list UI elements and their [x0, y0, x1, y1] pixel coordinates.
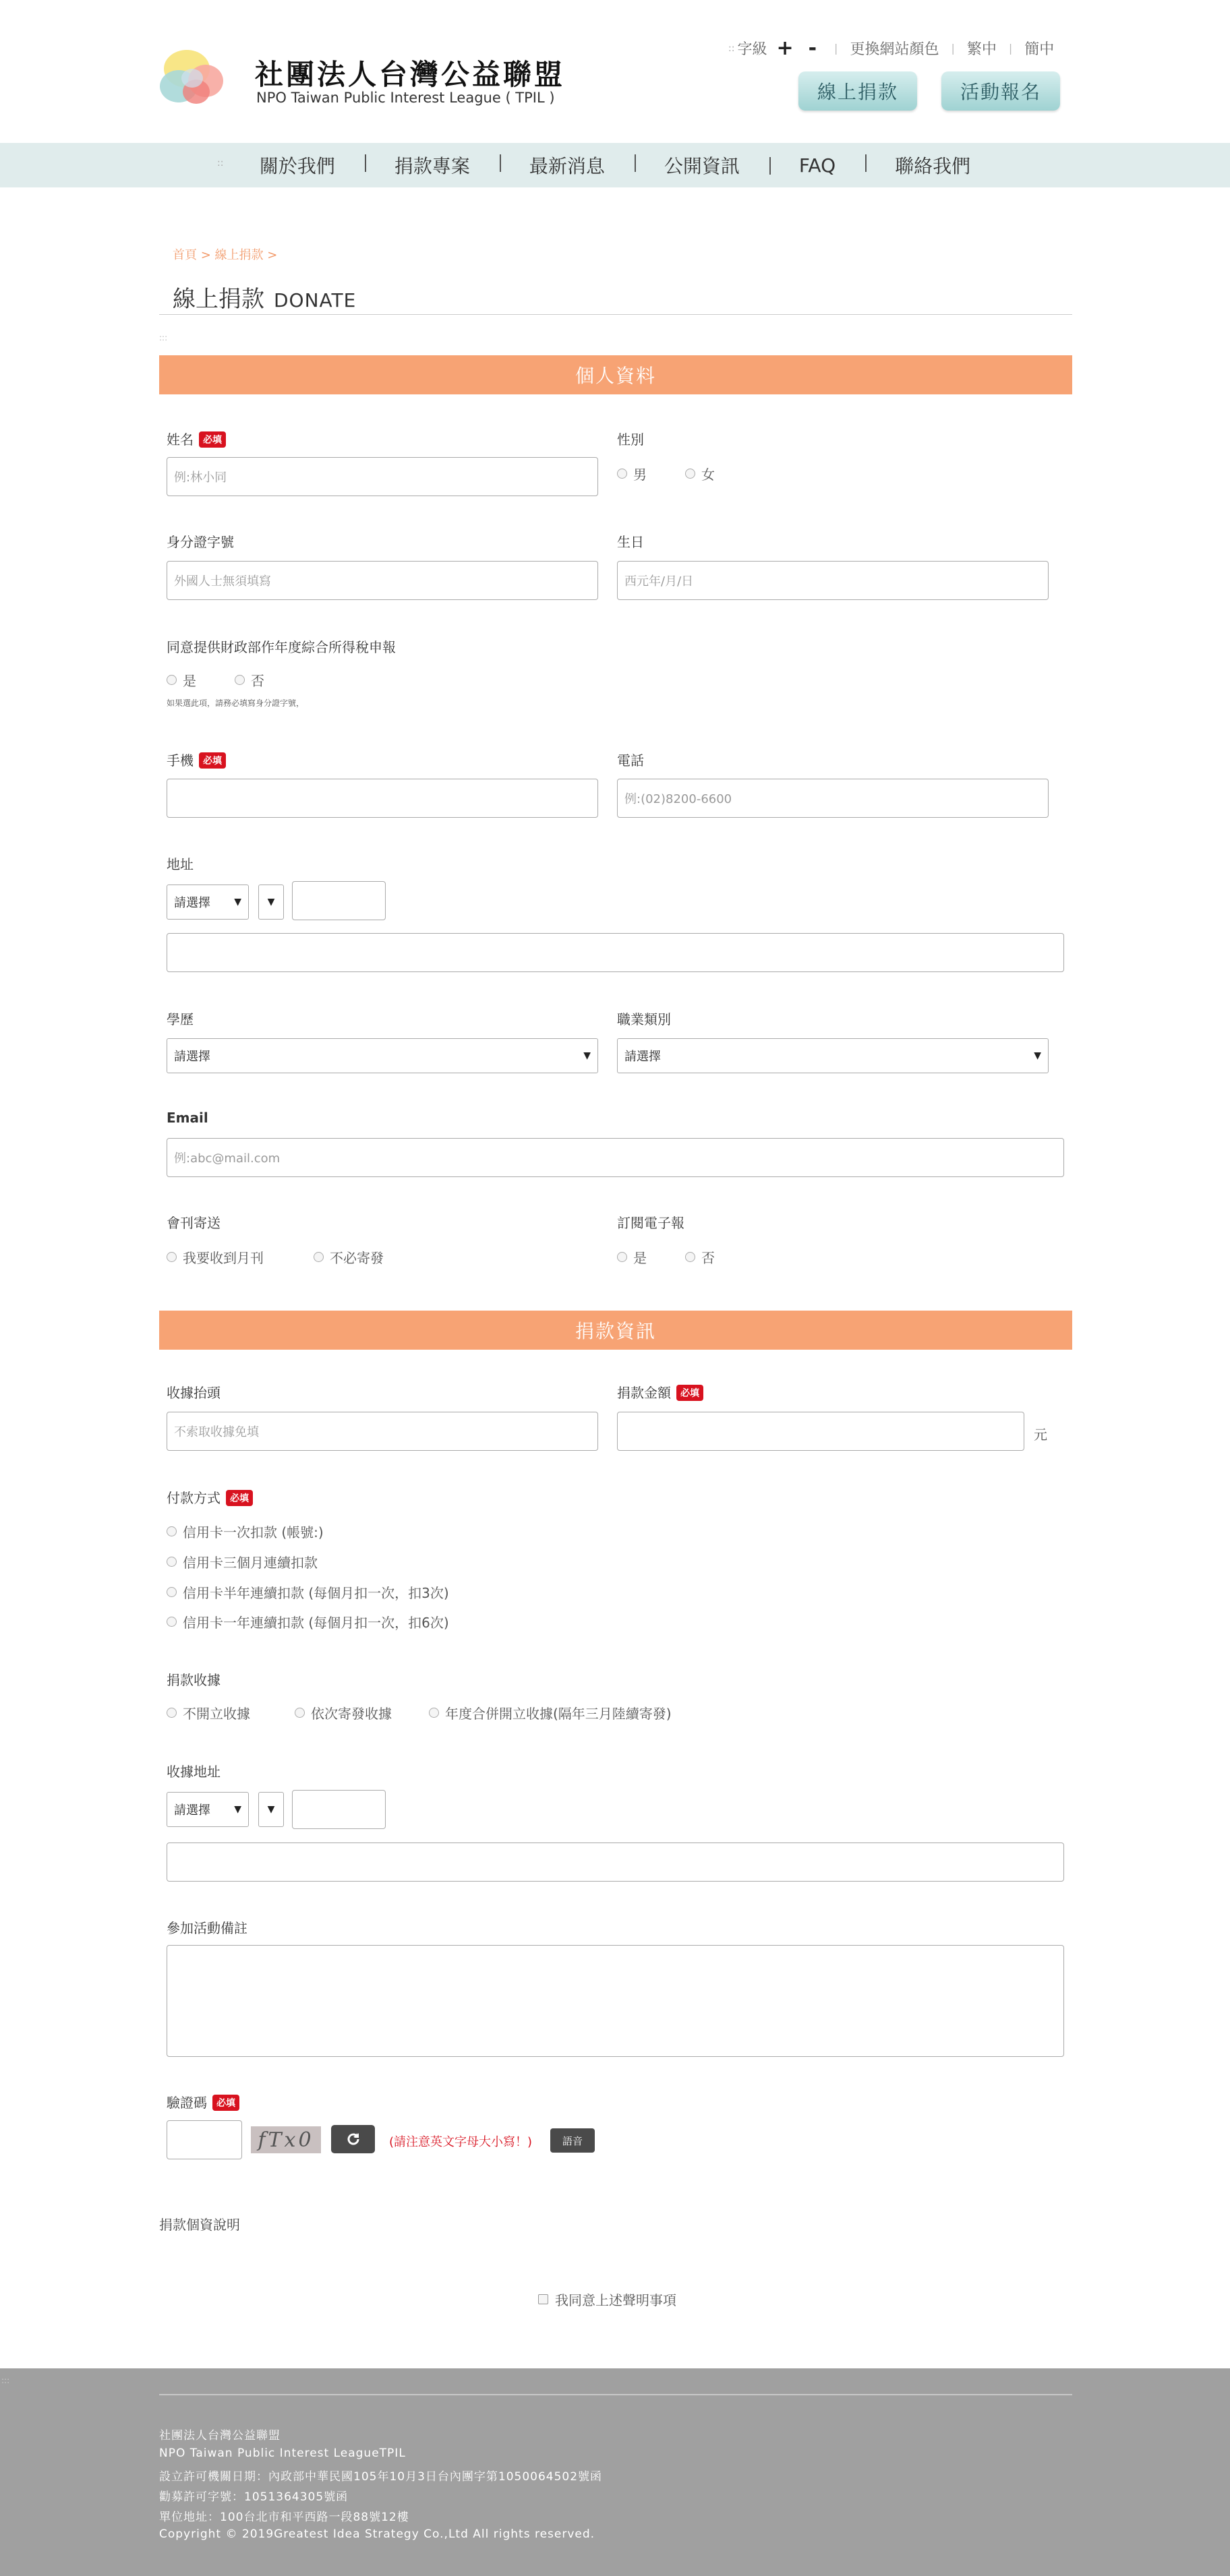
address-input[interactable]: [167, 933, 1064, 972]
font-increase-button[interactable]: +: [776, 36, 794, 60]
footer-copyright: Copyright © 2019Greatest Idea Strategy Co.,Ltd All rights reserved.: [159, 2527, 595, 2541]
lang-simp-link[interactable]: 簡中: [1024, 41, 1055, 58]
newsletter-no-radio[interactable]: [685, 1247, 715, 1267]
receipt-district-select[interactable]: [258, 1792, 284, 1827]
tax-no-radio[interactable]: [235, 670, 264, 690]
radio-icon: [235, 675, 245, 685]
divider: |: [951, 42, 955, 55]
font-size-label: 字級: [737, 41, 767, 58]
payment-label: [167, 1487, 253, 1507]
radio-label: 依次寄發收據: [311, 1706, 392, 1722]
chevron-down-icon: ▼: [234, 1804, 241, 1815]
receipt-city-select[interactable]: [167, 1792, 249, 1827]
chevron-down-icon: ▼: [267, 1804, 275, 1815]
receipt-option-radio[interactable]: [429, 1703, 672, 1723]
radio-icon: [167, 675, 177, 685]
main-nav: [0, 143, 1230, 187]
name-label-text: 姓名: [167, 431, 194, 448]
radio-label: 不必寄發: [330, 1250, 384, 1266]
radio-icon: [167, 1617, 177, 1627]
radio-icon: [167, 1708, 177, 1718]
education-select[interactable]: [167, 1038, 598, 1073]
birthday-label: 生日: [617, 534, 644, 550]
amount-input[interactable]: [617, 1412, 1024, 1451]
radio-label: 不開立收據: [183, 1706, 250, 1722]
site-title: 社團法人台灣公益聯盟: [255, 58, 566, 91]
email-input[interactable]: 例:abc@mail.com: [167, 1138, 1064, 1177]
radio-icon: [167, 1526, 177, 1536]
magazine-label: 會刊寄送: [167, 1215, 221, 1231]
radio-icon: [167, 1557, 177, 1567]
audio-captcha-button[interactable]: 語音: [550, 2128, 595, 2153]
agree-checkbox[interactable]: [538, 2289, 676, 2309]
lang-trad-link[interactable]: 繁中: [966, 41, 997, 58]
checkbox-icon: [538, 2294, 548, 2304]
phone-label: 電話: [617, 752, 644, 769]
radio-icon: [295, 1708, 305, 1718]
radio-icon: [685, 469, 695, 479]
email-label: Email: [167, 1110, 208, 1126]
gender-female-radio[interactable]: [685, 464, 715, 483]
city-select[interactable]: [167, 885, 249, 920]
dots-icon: :::: [1, 2376, 10, 2385]
required-badge: 必填: [676, 1385, 703, 1401]
font-decrease-button[interactable]: -: [808, 36, 817, 60]
donate-button[interactable]: 線上捐款: [798, 71, 917, 111]
remarks-textarea[interactable]: [167, 1945, 1064, 2057]
chevron-down-icon: ▼: [234, 897, 241, 907]
required-badge: 必填: [199, 752, 226, 769]
receipt-label: 捐款收據: [167, 1672, 221, 1688]
id-label: 身分證字號: [167, 534, 234, 550]
radio-label: 是: [183, 673, 196, 689]
refresh-captcha-button[interactable]: [331, 2125, 375, 2153]
page-title-zh: 線上捐款: [173, 286, 264, 313]
radio-label: 男: [633, 467, 647, 483]
receipt-title-label: 收據抬頭: [167, 1385, 221, 1401]
footer-org-name: 社團法人台灣公益聯盟: [159, 2429, 281, 2443]
amount-unit: 元: [1034, 1427, 1047, 1443]
education-label: 學歷: [167, 1011, 194, 1027]
agree-label: 我同意上述聲明事項: [555, 2292, 676, 2308]
required-badge: 必填: [199, 431, 226, 448]
event-signup-button[interactable]: 活動報名: [941, 71, 1060, 111]
radio-label: 我要收到月刊: [183, 1250, 264, 1266]
site-subtitle: NPO Taiwan Public Interest League ( TPIL ): [256, 90, 555, 106]
receipt-address-input[interactable]: [167, 1843, 1064, 1882]
captcha-label-text: 驗證碼: [167, 2095, 207, 2111]
remarks-label: 參加活動備註: [167, 1920, 247, 1936]
change-color-link[interactable]: 更換網站顏色: [850, 41, 939, 58]
nav-public-info[interactable]: 公開資訊: [635, 152, 769, 179]
captcha-label: [167, 2092, 239, 2111]
required-badge: 必填: [226, 1490, 253, 1506]
gender-male-radio[interactable]: [617, 464, 647, 483]
mobile-input[interactable]: [167, 779, 598, 818]
radio-icon: [167, 1252, 177, 1262]
receipt-option-radio[interactable]: [167, 1703, 250, 1723]
phone-input[interactable]: 例:(02)8200-6600: [617, 779, 1049, 818]
divider: [159, 2394, 1072, 2395]
address-label: 地址: [167, 856, 194, 872]
payment-option-radio[interactable]: [167, 1582, 449, 1602]
chevron-down-icon: ▼: [1034, 1050, 1041, 1061]
id-input[interactable]: 外國人士無須填寫: [167, 561, 598, 600]
select-value: 請選擇: [624, 1050, 661, 1064]
mobile-label-text: 手機: [167, 752, 194, 769]
radio-label: 是: [633, 1250, 647, 1266]
receipt-address-label: 收據地址: [167, 1764, 221, 1780]
radio-icon: [617, 469, 627, 479]
radio-icon: [314, 1252, 324, 1262]
header-toolbar: [728, 38, 1054, 59]
payment-option-radio[interactable]: [167, 1612, 449, 1631]
radio-label: 信用卡一年連續扣款 (每個月扣一次，扣6次): [183, 1615, 449, 1631]
amount-label: [617, 1382, 703, 1402]
receipt-option-radio[interactable]: [295, 1703, 392, 1723]
footer-license: 設立許可機關日期：內政部中華民國105年10月3日台內團字第1050064502號函: [159, 2470, 603, 2484]
refresh-icon: [345, 2131, 361, 2147]
captcha-note: (請注意英文字母大小寫！): [389, 2135, 533, 2149]
dots-icon: ::: [728, 42, 735, 54]
divider: |: [1008, 42, 1013, 55]
payment-option-radio[interactable]: [167, 1552, 318, 1571]
nav-contact[interactable]: 聯絡我們: [865, 152, 1000, 179]
privacy-link[interactable]: 捐款個資說明: [159, 2217, 240, 2233]
radio-icon: [429, 1708, 439, 1718]
breadcrumb[interactable]: 首頁 > 線上捐款 >: [173, 248, 278, 262]
section-header-donation: 捐款資訊: [159, 1311, 1072, 1350]
nav-news[interactable]: 最新消息: [500, 152, 635, 179]
payment-option-radio[interactable]: [167, 1522, 324, 1541]
radio-label: 女: [701, 467, 715, 483]
newsletter-yes-radio[interactable]: [617, 1247, 647, 1267]
radio-label: 信用卡一次扣款 (帳號:): [183, 1524, 324, 1540]
radio-icon: [617, 1252, 627, 1262]
required-badge: 必填: [212, 2095, 239, 2111]
section-header-personal: 個人資料: [159, 355, 1072, 394]
dots-icon: :::: [159, 333, 168, 342]
chevron-down-icon: ▼: [267, 897, 275, 907]
captcha-input[interactable]: [167, 2120, 242, 2159]
amount-label-text: 捐款金額: [617, 1385, 671, 1401]
footer-org-name-en: NPO Taiwan Public Interest LeagueTPIL: [159, 2447, 406, 2460]
chevron-down-icon: ▼: [583, 1050, 591, 1061]
captcha-image: fTx0: [251, 2126, 321, 2153]
radio-label: 年度合併開立收據(隔年三月陸續寄發): [445, 1706, 672, 1722]
nav-projects[interactable]: 捐款專案: [365, 152, 500, 179]
dots-icon: ::: [217, 158, 224, 169]
select-value: 請選擇: [174, 896, 210, 910]
page-title: [173, 280, 356, 313]
occupation-select[interactable]: [617, 1038, 1049, 1073]
divider: |: [834, 42, 838, 55]
divider: [159, 314, 1072, 315]
nav-about[interactable]: 關於我們: [259, 155, 335, 177]
gender-label: 性別: [617, 431, 644, 448]
receipt-title-input[interactable]: 不索取收據免填: [167, 1412, 598, 1451]
page-title-en: DONATE: [274, 289, 357, 311]
radio-label: 否: [701, 1250, 715, 1266]
occupation-label: 職業類別: [617, 1011, 671, 1027]
magazine-no-radio[interactable]: [314, 1247, 384, 1267]
newsletter-label: 訂閱電子報: [617, 1215, 684, 1231]
select-value: 請選擇: [174, 1803, 210, 1818]
mobile-label: [167, 750, 226, 769]
district-select[interactable]: [258, 885, 284, 920]
tax-consent-label: 同意提供財政部作年度綜合所得稅申報: [167, 639, 396, 655]
name-label: [167, 429, 226, 448]
radio-icon: [167, 1587, 177, 1597]
select-value: 請選擇: [174, 1050, 210, 1064]
zipcode-input[interactable]: [292, 881, 386, 920]
receipt-zipcode-input[interactable]: [292, 1790, 386, 1829]
nav-faq[interactable]: FAQ: [769, 154, 865, 177]
magazine-yes-radio[interactable]: [167, 1247, 264, 1267]
footer-address: 單位地址：100台北市和平西路一段88號12樓: [159, 2511, 409, 2524]
radio-label: 信用卡三個月連續扣款: [183, 1555, 318, 1571]
footer-fundraising-license: 勸募許可字號：1051364305號函: [159, 2490, 349, 2504]
name-input[interactable]: 例:林小同: [167, 457, 598, 496]
tax-yes-radio[interactable]: [167, 670, 196, 690]
tax-note: 如果選此項，請務必填寫身分證字號，: [167, 698, 305, 708]
birthday-input[interactable]: 西元年/月/日: [617, 561, 1049, 600]
payment-label-text: 付款方式: [167, 1490, 221, 1506]
radio-icon: [685, 1252, 695, 1262]
radio-label: 否: [251, 673, 264, 689]
radio-label: 信用卡半年連續扣款 (每個月扣一次，扣3次): [183, 1585, 449, 1601]
logo-icon[interactable]: [158, 42, 233, 116]
